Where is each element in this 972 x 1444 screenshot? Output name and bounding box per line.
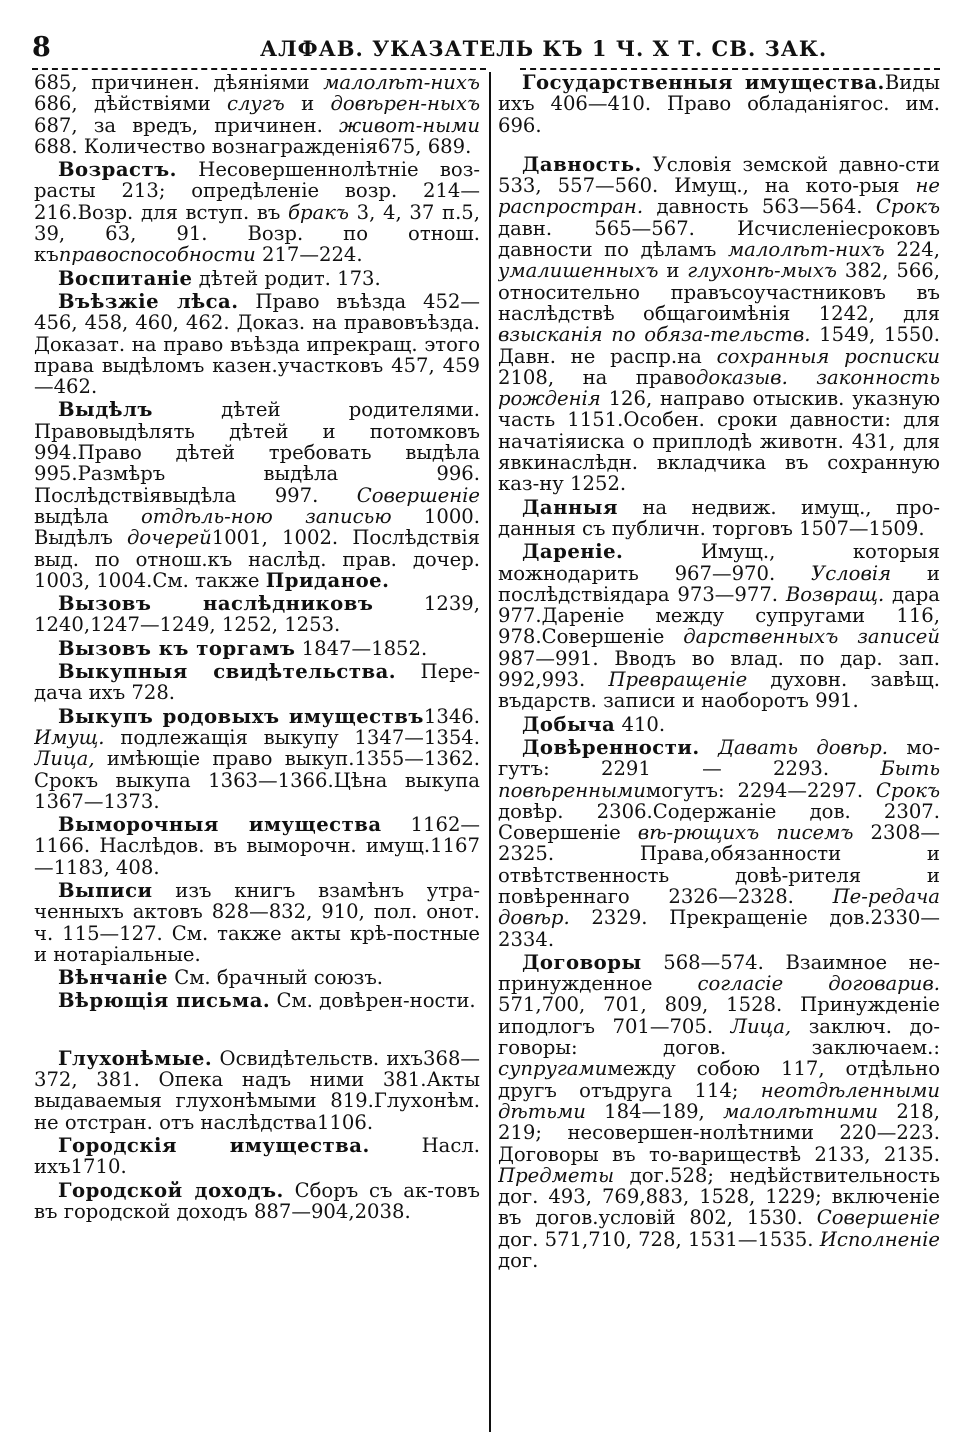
index-entry (498, 541, 940, 711)
entry-emphasis: вѣ-рющихъ писемъ (637, 821, 854, 845)
entry-text: Освидѣтельств. ихъ368—372, 381. Опека надъ ними 381.Акты выдаваемыя глухонѣмыми 819.Глухонѣм. не отстран. отъ наслѣдства1106. (34, 1046, 480, 1134)
entry-heading: Дареніе. (522, 540, 624, 564)
entry-text: давность 563—564. (643, 195, 876, 219)
entry-emphasis: неотдѣленными дѣтьми (498, 1078, 940, 1123)
entry-text: имѣющіе право выкуп.1355—1362. Срокъ выкупа 1363—1366.Цѣна выкупа 1367—1373. (34, 747, 480, 813)
index-entry (498, 72, 940, 136)
entry-heading: Вѣрющія письма. (58, 989, 271, 1013)
entry-text: и (284, 92, 331, 116)
index-entry (498, 952, 940, 1271)
entry-text: 571,700, 701, 809, 1528. Принужденіе иподлогъ 701—705. (498, 993, 940, 1038)
entry-heading: Глухонѣмые. (58, 1046, 213, 1070)
header-rule-left (32, 68, 486, 70)
entry-text: духовн. завѣщ. въдарств. записи и наоборотъ 991. (498, 668, 940, 713)
entry-emphasis: умалишенныхъ (498, 259, 659, 283)
entry-heading: Выкупныя свидѣтельства. (58, 660, 397, 684)
entry-text: 410. (615, 712, 666, 736)
entry-text: дог.528; недѣйствительность дог. 493, 769,883, 1528, 1229; включеніе въ догов.условій 802, 1530. (498, 1163, 940, 1230)
page-number: 8 (32, 32, 51, 63)
left-column (34, 72, 480, 1432)
entry-text: 2308—2325. Права,обязанности и отвѣтственность довѣ-рителя и повѣреннаго 2326—2328. (498, 821, 940, 908)
entry-emphasis: дарственныхъ записей (683, 625, 940, 649)
column-divider (489, 72, 491, 1432)
entry-emphasis: Срокъ (875, 195, 940, 219)
index-entry (34, 1048, 480, 1133)
index-entry (498, 154, 940, 495)
entry-text: и послѣдствіядара 973—977. (498, 561, 940, 606)
entry-heading: Выкупъ родовыхъ имуществъ (58, 704, 424, 728)
index-entry (498, 737, 940, 950)
entry-text: 685, причинен. дѣяніями (34, 72, 324, 94)
entry-heading: Договоры (522, 950, 642, 974)
index-entry (498, 497, 940, 540)
entry-heading: Добыча (522, 712, 616, 736)
index-entry (34, 399, 480, 591)
entry-text: мо-гутъ: 2291 — 2293. (498, 735, 940, 781)
entry-text: выдѣла (34, 504, 141, 528)
entry-heading: Въѣзжіе лѣса. (58, 289, 239, 313)
entry-text: 987—991. Вводъ во влад. по дар. зап. 992,993. (498, 646, 940, 692)
right-column (498, 72, 940, 1432)
entry-heading: Вѣнчаніе (58, 966, 168, 990)
entry-text: дара 977.Дареніе между супругами 116, 978.Совершеніе (498, 582, 940, 649)
entry-emphasis: малолѣт-нихъ (323, 72, 480, 94)
entry-emphasis: сохранныя росписки (716, 344, 940, 368)
entry-emphasis: правоспособности (58, 243, 256, 267)
index-entry (34, 638, 480, 659)
index-entry (34, 291, 480, 397)
entry-text: Пере-дача ихъ 728. (34, 660, 480, 705)
index-entry (34, 268, 480, 289)
entry-heading: Довѣренности. (522, 735, 700, 759)
entry-emphasis: живот-ными (338, 113, 480, 137)
entry-text (700, 736, 718, 759)
entry-emphasis: глухонѣ-мыхъ (687, 259, 837, 283)
entry-text: Сборъ съ ак-товъ въ городской доходъ 887—904,2038. (34, 1178, 480, 1223)
entry-emphasis: Имущ. (34, 725, 105, 749)
entry-text: 217—224. (255, 243, 363, 267)
entry-emphasis: Совершеніе (356, 483, 480, 507)
entry-text: 1549, 1550. Давн. не распр.на (498, 323, 940, 368)
entry-emphasis: супругами (498, 1057, 608, 1081)
index-entry (34, 706, 480, 812)
index-entry (34, 159, 480, 265)
entry-text: 687, за вредъ, причинен. (34, 113, 339, 137)
entry-heading: Воспитаніе (58, 266, 193, 290)
entry-text: дог. 571,710, 728, 1531—1535. (498, 1227, 820, 1251)
entry-emphasis: Лица, (730, 1014, 792, 1038)
entry-text: Виды ихъ 406—410. Право обладаніягос. им. 696. (498, 72, 940, 137)
entry-heading: Выписи (58, 878, 153, 902)
entry-text: 2329. Прекращеніе дов.2330—2334. (498, 906, 940, 951)
entry-emphasis: малолѣтними (723, 1099, 879, 1123)
entry-heading: Государственныя имущества. (522, 72, 885, 94)
entry-emphasis: согласіе договарив. (697, 972, 940, 996)
entry-text: 224, (884, 238, 940, 262)
entry-text: 1000. Выдѣлъ (34, 504, 480, 550)
entry-emphasis: Превращеніе (608, 668, 748, 692)
header-rule-right (520, 68, 940, 70)
entry-text: дѣтей родит. 173. (192, 266, 381, 290)
entry-text: 686, дѣйствіями (34, 92, 227, 116)
entry-emphasis: Срокъ (875, 778, 940, 802)
entry-heading: Давность. (522, 152, 642, 176)
entry-emphasis: Совершеніе (816, 1206, 940, 1230)
entry-text: См. довѣрен-ности. (270, 989, 476, 1013)
entry-text: 126, направо отыскив. указную часть 1151.Особен. сроки давности: для начатіяиска о приплодѣ животн. 431, для явкинаслѣдн. вкладчика въ сохранную каз-ну 1252. (498, 387, 940, 496)
entry-text: 1847—1852. (295, 636, 428, 660)
index-entry (34, 661, 480, 704)
entry-text: 218, 219; несовершен-нолѣтними 220—223. Договоры въ то-вариществѣ 2133, 2135. (498, 1099, 940, 1166)
entry-text: Насл. ихъ1710. (34, 1133, 480, 1179)
entry-heading: Приданое. (265, 568, 390, 592)
entry-heading: Вызовъ наслѣдниковъ (58, 592, 374, 616)
index-entry (34, 814, 480, 878)
entry-text: 1001, 1002. Послѣдствія выд. по отнош.къ наслѣд. прав. дочер. 1003, 1004.См. также (34, 526, 480, 592)
entry-heading: Выморочныя имущества (58, 813, 382, 837)
entry-emphasis: взысканія по обяза-тельств. (498, 323, 811, 347)
entry-emphasis: не распростран. (498, 174, 940, 219)
entry-emphasis: слугъ (226, 92, 285, 116)
entry-text: Условія земской давно-сти 533, 557—560. Имущ., на кото-рыя (498, 152, 940, 198)
entry-text: и (658, 259, 688, 283)
entry-text: дѣтей родителями. Правовыдѣлять дѣтей и потомковъ 994.Право дѣтей требовать выдѣла 995.Размѣръ выдѣла 996. Послѣдствіявыдѣла 997. (34, 398, 480, 507)
page-header (32, 28, 938, 68)
entry-emphasis: Быть повѣренными (498, 757, 940, 802)
entry-text: 184—189, (585, 1099, 724, 1123)
entry-emphasis: довѣрен-ныхъ (330, 92, 480, 116)
entry-heading: Возрастъ. (58, 158, 177, 182)
entry-text: 568—574. Взаимное не-принужденное (498, 950, 940, 996)
index-entry (34, 72, 480, 157)
entry-emphasis: бракъ (288, 200, 349, 224)
entry-emphasis: Предметы (498, 1163, 615, 1187)
entry-heading: Вызовъ къ торгамъ (58, 636, 296, 660)
entry-text: 1162—1166. Наслѣдов. въ выморочн. имущ.1167—1183, 408. (34, 813, 480, 879)
entry-text: на недвиж. имущ., про-данныя съ публичн. торговъ 1507—1509. (498, 495, 940, 540)
entry-heading: Городскія имущества. (58, 1133, 370, 1157)
running-head: АЛФАВ. УКАЗАТЕЛЬ КЪ 1 Ч. X Т. СВ. ЗАК. (260, 36, 828, 61)
entry-text: 3, 4, 37 п.5, 39, 63, 91. Возр. по отнош. къ (34, 200, 480, 267)
entry-emphasis: Возвращ. (785, 582, 885, 606)
entry-text: 688. Количество вознагражденія675, 689. (34, 134, 472, 158)
entry-text: подлежащія выкупу 1347—1354. (104, 725, 480, 749)
entry-text: 2108, на право (498, 365, 696, 389)
index-entry (34, 990, 480, 1011)
entry-emphasis: Пе-редача довѣр. (498, 884, 940, 930)
entry-text: довѣр. 2306.Содержаніе дов. 2307. Совершеніе (498, 799, 940, 845)
entry-text: Несовершеннолѣтніе воз-расты 213; опредѣленіе возр. 214—216.Возр. для вступ. въ (34, 158, 480, 224)
entry-text: См. брачный союзъ. (167, 966, 384, 990)
entry-text: дог. (498, 1249, 539, 1273)
entry-emphasis: малолѣт-нихъ (727, 238, 885, 262)
entry-text: изъ книгъ взамѣнъ утра-ченныхъ актовъ 828—832, 910, пол. онот. ч. 115—127. См. также акты крѣ-постные и нотаріальные. (34, 878, 480, 966)
entry-text: 1239, 1240,1247—1249, 1252, 1253. (34, 592, 480, 637)
index-entry (34, 1135, 480, 1178)
entry-heading: Выдѣлъ (58, 398, 153, 422)
entry-emphasis: дочерей (126, 526, 212, 550)
entry-emphasis: Лица, (34, 747, 95, 771)
entry-text: давн. 565—567. Исчисленіесроковъ давности по дѣламъ (498, 216, 940, 262)
entry-text: Право въѣзда 452—456, 458, 460, 462. Доказ. на правовъѣзда. Доказат. на право въѣзда ипрекращ. этого права выдѣломъ казен.участковъ 457, 459—462. (34, 289, 480, 399)
entry-emphasis: Давать довѣр. (718, 735, 889, 759)
entry-heading: Городской доходъ. (58, 1178, 284, 1202)
entry-text: могутъ: 2294—2297. (645, 778, 876, 802)
entry-emphasis: Условія (811, 561, 892, 585)
entry-text: 1346. (423, 704, 480, 728)
index-entry (34, 1180, 480, 1223)
entry-heading: Данныя (522, 495, 618, 519)
entry-text: 382, 566, относительно правъсоучастниковъ въ наслѣдствѣ общагоимѣнія 1242, для (498, 259, 940, 325)
index-entry (34, 880, 480, 965)
entry-text: между собою 117, отдѣльно другъ отъдруга 114; (498, 1057, 940, 1102)
entry-emphasis: доказыв. законность рожденія (498, 365, 940, 411)
index-entry (34, 593, 480, 636)
entry-emphasis: отдѣль-ною записью (140, 504, 392, 528)
index-entry (34, 967, 480, 988)
entry-emphasis: Исполненіе (819, 1227, 940, 1251)
entry-text: заключ. до-говоры: догов. заключаем.: (498, 1014, 940, 1060)
index-entry (498, 714, 940, 735)
entry-text: Имущ., которыя можнодарить 967—970. (498, 540, 940, 585)
